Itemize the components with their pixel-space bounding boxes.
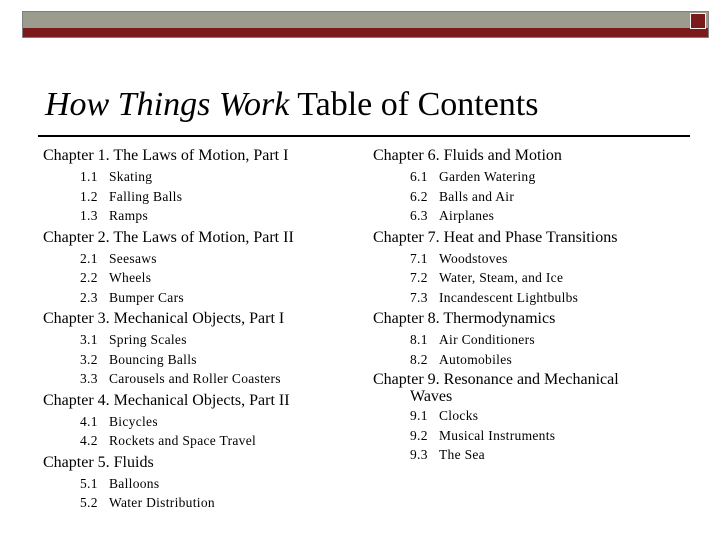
section-list xyxy=(43,249,363,308)
chapter-block xyxy=(373,371,693,465)
section-item xyxy=(80,167,363,187)
section-list xyxy=(43,167,363,226)
top-bar-square xyxy=(690,13,706,29)
section-list xyxy=(43,474,363,513)
section-list xyxy=(373,167,693,226)
chapter-heading-line2: Waves xyxy=(410,388,453,405)
section-title: Airplanes xyxy=(439,208,495,223)
section-number: 6.3 xyxy=(410,208,428,223)
section-title: Bicycles xyxy=(109,413,158,429)
section-item xyxy=(410,268,693,288)
title-rest: Table of Contents xyxy=(289,86,539,123)
section-list xyxy=(43,330,363,389)
section-number: 1.2 xyxy=(80,188,98,204)
section-number: 7.3 xyxy=(410,289,428,305)
section-number: 9.3 xyxy=(410,447,428,462)
section-title: Rockets and Space Travel xyxy=(109,433,257,448)
section-title: Wheels xyxy=(109,270,152,285)
section-number: 6.1 xyxy=(410,169,428,184)
chapter-block xyxy=(43,391,363,451)
section-title: Water Distribution xyxy=(109,495,215,510)
section-title: Incandescent Lightbulbs xyxy=(439,289,579,305)
section-item xyxy=(80,431,363,451)
section-title: Water, Steam, and Ice xyxy=(439,270,564,285)
section-number: 6.2 xyxy=(410,188,428,204)
section-item xyxy=(410,426,693,446)
left-column xyxy=(43,146,363,515)
section-item xyxy=(410,445,693,465)
chapter-heading: Chapter 2. The Laws of Motion, Part II xyxy=(43,228,294,246)
section-number: 2.3 xyxy=(80,289,98,305)
section-number: 3.3 xyxy=(80,371,98,386)
section-title: Bouncing Balls xyxy=(109,351,197,367)
chapter-heading: Chapter 8. Thermodynamics xyxy=(373,310,556,327)
section-item xyxy=(410,187,693,207)
section-list xyxy=(373,330,693,369)
section-list xyxy=(43,412,363,451)
section-title: Automobiles xyxy=(439,351,513,367)
section-number: 7.2 xyxy=(410,270,428,285)
slide-title xyxy=(45,86,538,124)
section-title: Woodstoves xyxy=(439,250,508,266)
section-number: 7.1 xyxy=(410,250,428,266)
section-item xyxy=(410,350,693,370)
section-title: The Sea xyxy=(439,447,485,462)
section-item xyxy=(80,493,363,513)
section-title: Balloons xyxy=(109,475,160,491)
chapter-heading: Chapter 4. Mechanical Objects, Part II xyxy=(43,391,290,409)
chapter-heading: Chapter 5. Fluids xyxy=(43,453,154,471)
section-title: Seesaws xyxy=(109,250,157,266)
section-item xyxy=(80,330,363,350)
top-decorative-bar xyxy=(22,11,709,38)
section-item xyxy=(410,249,693,269)
section-list xyxy=(373,249,693,308)
section-item xyxy=(80,474,363,494)
title-rule xyxy=(38,135,690,137)
section-title: Balls and Air xyxy=(439,188,515,204)
top-bar-red-band xyxy=(23,28,708,37)
chapter-block xyxy=(43,453,363,513)
chapter-block xyxy=(43,309,363,389)
chapter-heading: Chapter 3. Mechanical Objects, Part I xyxy=(43,310,285,327)
section-title: Musical Instruments xyxy=(439,427,556,443)
section-title: Carousels and Roller Coasters xyxy=(109,371,281,386)
chapter-heading: Chapter 6. Fluids and Motion xyxy=(373,147,562,164)
chapter-block xyxy=(373,309,693,369)
section-title: Air Conditioners xyxy=(439,332,535,347)
section-item xyxy=(80,249,363,269)
section-item xyxy=(80,187,363,207)
title-italic: How Things Work xyxy=(45,86,290,123)
chapter-block xyxy=(373,228,693,308)
section-number: 9.2 xyxy=(410,427,428,443)
section-number: 3.2 xyxy=(80,351,98,367)
section-list xyxy=(373,406,693,465)
section-number: 1.1 xyxy=(80,169,98,184)
section-item xyxy=(80,350,363,370)
section-item xyxy=(80,369,363,389)
chapter-heading: Chapter 1. The Laws of Motion, Part I xyxy=(43,147,289,164)
section-number: 1.3 xyxy=(80,208,98,223)
section-item xyxy=(80,206,363,226)
section-item xyxy=(410,406,693,426)
chapter-heading xyxy=(373,371,693,405)
section-item xyxy=(80,288,363,308)
section-number: 8.2 xyxy=(410,351,428,367)
section-number: 2.2 xyxy=(80,270,98,285)
section-number: 4.1 xyxy=(80,413,98,429)
section-number: 3.1 xyxy=(80,332,98,347)
section-item xyxy=(410,288,693,308)
section-title: Bumper Cars xyxy=(109,289,184,305)
right-column xyxy=(373,146,693,467)
section-title: Falling Balls xyxy=(109,188,183,204)
section-title: Spring Scales xyxy=(109,332,187,347)
section-number: 4.2 xyxy=(80,433,98,448)
section-title: Skating xyxy=(109,169,153,184)
section-number: 8.1 xyxy=(410,332,428,347)
section-number: 5.1 xyxy=(80,475,98,491)
section-item xyxy=(80,412,363,432)
section-item xyxy=(410,206,693,226)
chapter-block xyxy=(43,146,363,226)
chapter-block xyxy=(43,228,363,308)
section-number: 2.1 xyxy=(80,250,98,266)
section-number: 5.2 xyxy=(80,495,98,510)
chapter-heading: Chapter 7. Heat and Phase Transitions xyxy=(373,228,618,246)
section-number: 9.1 xyxy=(410,408,428,423)
chapter-heading-line1: Chapter 9. Resonance and Mechanical xyxy=(373,371,619,388)
top-bar-gray-band xyxy=(23,12,708,29)
section-title: Ramps xyxy=(109,208,149,223)
section-title: Garden Watering xyxy=(439,169,536,184)
section-title: Clocks xyxy=(439,408,479,423)
section-item xyxy=(80,268,363,288)
section-item xyxy=(410,330,693,350)
section-item xyxy=(410,167,693,187)
chapter-block xyxy=(373,146,693,226)
